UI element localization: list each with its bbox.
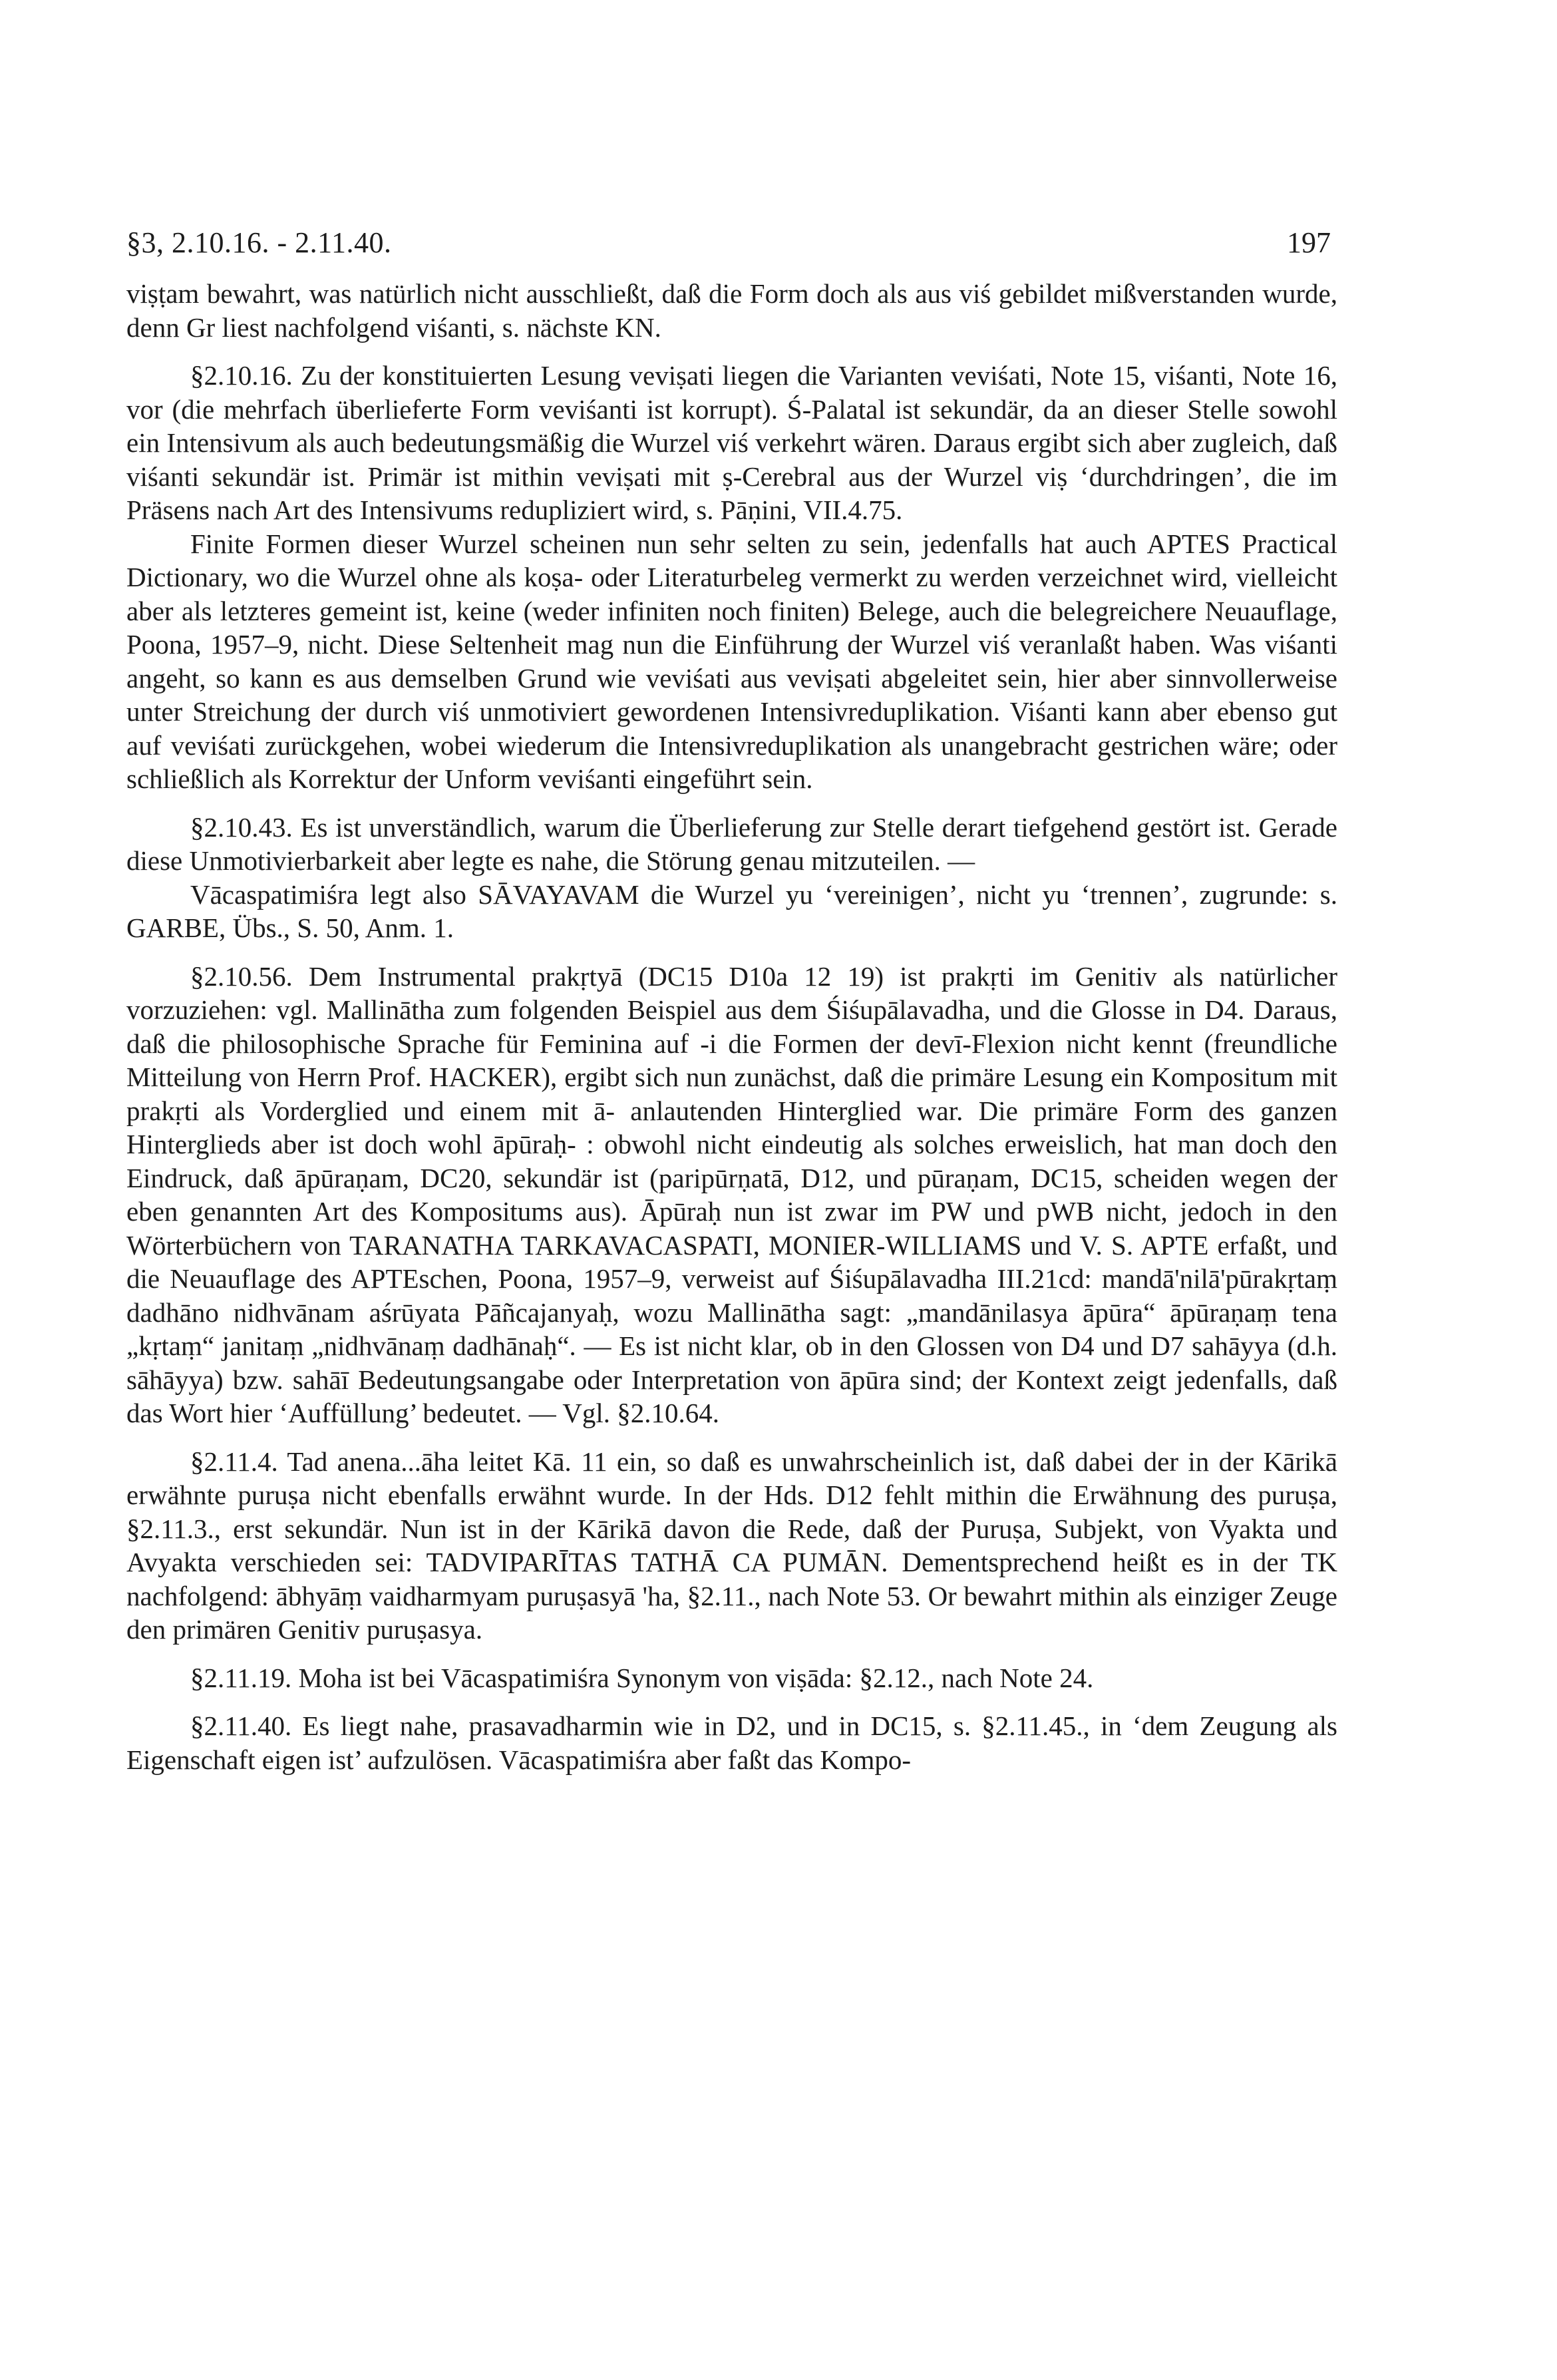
paragraph-2-10-56: §2.10.56. Dem Instrumental prakṛtyā (DC15 D10a 12 19) ist prakṛti im Genitiv als natürlicher vorzuziehen: vgl. Mallinātha zum folgenden Beispiel aus dem Śiśupālavadha, und die Glosse in D4. Daraus, daß die philosophische Sprache für Feminina auf -i die Formen der devī-Flexion nicht kennt (freundliche Mitteilung von Herrn Prof. HACKER), ergibt sich nun zunächst, daß die primäre Lesung ein Kompositum mit prakṛti als Vorderglied und einem mit ā- anlautenden Hinterglied war. Die primäre Form des ganzen Hinterglieds aber ist doch wohl āpūraḥ- : obwohl nicht eindeutig als solches erweislich, hat man doch den Eindruck, daß āpūraṇam, DC20, sekundär ist (paripūrṇatā, D12, und pūraṇam, DC15, scheiden wegen der eben genannten Art des Kompositums aus). Āpūraḥ nun ist zwar im PW und pWB nicht, jedoch in den Wörterbüchern von TARANATHA TARKAVACASPATI, MONIER-WILLIAMS und V. S. APTE erfaßt, und die Neuauflage des APTEschen, Poona, 1957–9, verweist auf Śiśupālavadha III.21cd: mandā'nilā'pūrakṛtaṃ dadhāno nidhvānam aśrūyata Pāñcajanyaḥ, wozu Mallinātha sagt: „mandānilasya āpūra“ āpūraṇaṃ tena „kṛtaṃ“ janitaṃ „nidhvānaṃ dadhānaḥ“. — Es ist nicht klar, ob in den Glossen von D4 und D7 sahāyya (d.h. sāhāyya) bzw. sahāī Bedeutungsangabe oder Interpretation von āpūra sind; der Kontext zeigt jedenfalls, daß das Wort hier ‘Auffüllung’ bedeutet. — Vgl. §2.10.64. [126,960,1337,1428]
paragraph-2-10-43: §2.10.43. Es ist unverständlich, warum die Überlieferung zur Stelle derart tiefgehend gestört ist. Gerade diese Unmotivierbarkeit aber legte es nahe, die Störung genau mitzuteilen. — [126,811,1337,876]
paragraph-continuation: viṣṭam bewahrt, was natürlich nicht ausschließt, daß die Form doch als aus viś gebildet mißverstanden wurde, denn Gr liest nachfolgend viśanti, s. nächste KN. [126,278,1337,343]
book-page [126,226,1337,1776]
page-number: 197 [1287,226,1331,259]
running-header [126,226,1337,277]
paragraph-2-11-19: §2.11.19. Moha ist bei Vācaspatimiśra Synonym von viṣāda: §2.12., nach Note 24. [190,1662,1094,1693]
paragraph-vacaspatimisra: Vācaspatimiśra legt also SĀVAYAVAM die Wurzel yu ‘vereinigen’, nicht yu ‘trennen’, zugrunde: s. GARBE, Übs., S. 50, Anm. 1. [126,879,1337,943]
section-title: §3, 2.10.16. - 2.11.40. [126,226,392,259]
paragraph-2-10-16: §2.10.16. Zu der konstituierten Lesung veviṣati liegen die Varianten veviśati, Note 15, viśanti, Note 16, vor (die mehrfach überlieferte Form veviśanti ist korrupt). Ś-Palatal ist sekundär, da an dieser Stelle sowohl ein Intensivum als auch bedeutungsmäßig die Wurzel viś verkehrt wären. Daraus ergibt sich aber zugleich, daß viśanti sekundär ist. Primär ist mithin veviṣati mit ṣ-Cerebral aus der Wurzel viṣ ‘durchdringen’, die im Präsens nach Art des Intensivums redupliziert wird, s. Pāṇini, VII.4.75. [126,360,1337,525]
paragraph-2-11-4: §2.11.4. Tad anena...āha leitet Kā. 11 ein, so daß es unwahrscheinlich ist, daß dabei der in der Kārikā erwähnte puruṣa nicht ebenfalls erwähnt wurde. In der Hds. D12 fehlt mithin die Erwähnung des puruṣa, §2.11.3., erst sekundär. Nun ist in der Kārikā davon die Rede, daß der Puruṣa, Subjekt, von Vyakta und Avyakta verschieden sei: TADVIPARĪTAS TATHĀ CA PUMĀN. Dementsprechend heißt es in der TK nachfolgend: ābhyāṃ vaidharmyam puruṣasyā 'ha, §2.11., nach Note 53. Or bewahrt mithin als einziger Zeuge den primären Genitiv puruṣasya. [126,1446,1337,1645]
paragraph-2-11-40: §2.11.40. Es liegt nahe, prasavadharmin wie in D2, und in DC15, s. §2.11.45., in ‘dem Zeugung als Eigenschaft eigen ist’ aufzulösen. Vācaspatimiśra aber faßt das Kompo- [126,1710,1337,1775]
paragraph-finite-formen: Finite Formen dieser Wurzel scheinen nun sehr selten zu sein, jedenfalls hat auch APTES Practical Dictionary, wo die Wurzel ohne als koṣa- oder Literaturbeleg vermerkt zu werden verzeichnet wird, vielleicht aber als letzteres gemeint ist, keine (weder infiniten noch finiten) Belege, auch die belegreichere Neuauflage, Poona, 1957–9, nicht. Diese Seltenheit mag nun die Einführung der Wurzel viś veranlaßt haben. Was viśanti angeht, so kann es aus demselben Grund wie veviśati aus veviṣati abgeleitet sein, hier aber sinnvollerweise unter Streichung der durch viś unmotiviert gewordenen Intensivreduplikation. Viśanti kann aber ebenso gut auf veviśati zurückgehen, wobei wiederum die Intensivreduplikation als unangebracht gestrichen wäre; oder schließlich als Korrektur der Unform veviśanti eingeführt sein. [126,528,1337,794]
